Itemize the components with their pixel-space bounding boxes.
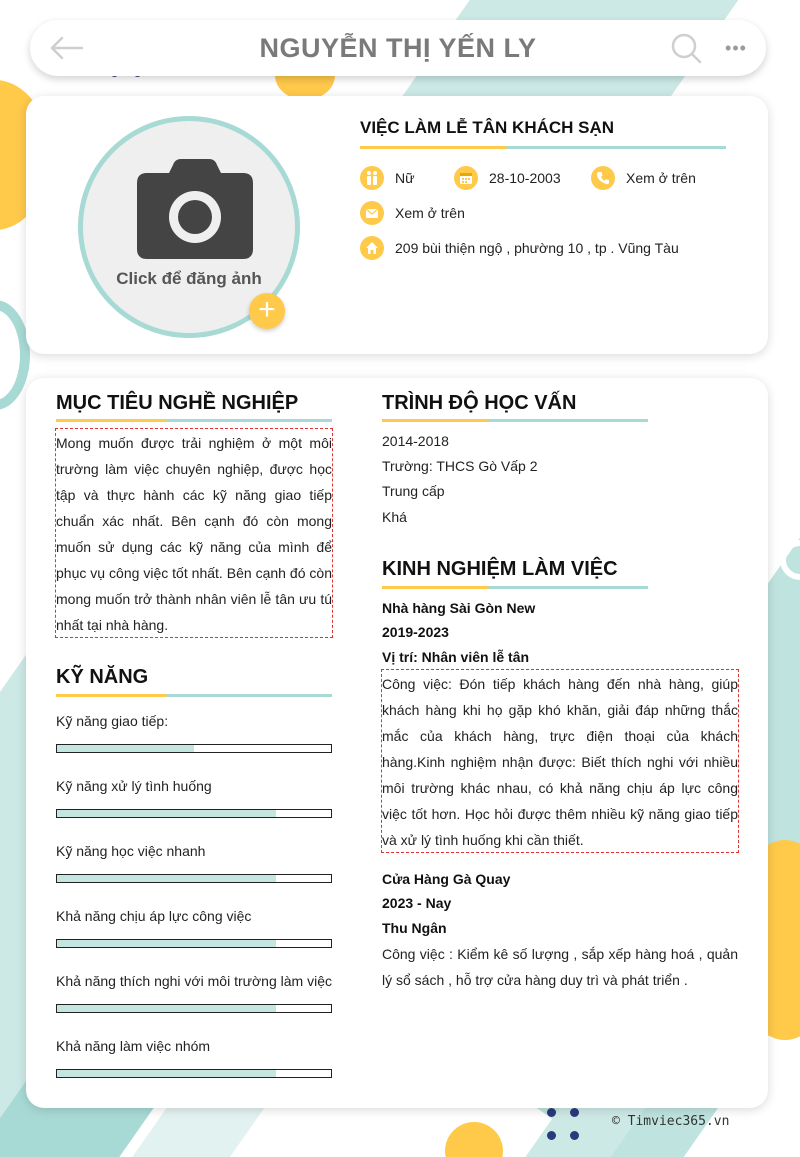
address-field [360, 236, 679, 260]
job-position: Vị trí: Nhân viên lễ tân [382, 649, 530, 665]
skill-level-fill [57, 745, 194, 752]
birthday-value: 28-10-2003 [489, 170, 561, 186]
skill-level-bar [56, 1004, 332, 1013]
top-bar [30, 20, 766, 76]
phone-field [591, 166, 696, 190]
skill-level-bar [56, 744, 332, 753]
job-company: Cửa Hàng Gà Quay [382, 871, 511, 887]
section-underline [382, 419, 648, 422]
job-description: Công việc : Kiểm kê số lượng , sắp xếp hàng hoá , quản lý sổ sách , hỗ trợ cửa hàng duy trì và phát triển . [382, 946, 738, 988]
phone-value: Xem ở trên [626, 170, 696, 186]
job-description[interactable]: Công việc: Đón tiếp khách hàng đến nhà hàng, giúp khách hàng khi họ gặp khó khăn, giải đáp những thắc mắc của khách hàng, trực điện thoại của khách hàng.Kinh nghiệm nhận được: Biết thích nghi với nhiều môi trường khác nhau, có khả năng chịu áp lực công việc tốt hơn. Học hỏi được thêm nhiều kỹ năng giao tiếp và xử lý tình huống khi cần thiết. [381, 669, 739, 853]
objective-text[interactable]: Mong muốn được trải nghiệm ở một môi trường làm việc chuyên nghiệp, được học tập và thực hành các kỹ năng giao tiếp chuẩn xác nhất. Bên cạnh đó còn mong muốn sử dụng các kỹ năng của mình để phục vụ công việc tốt nhất. Bên cạnh đó còn mong muốn trở thành nhân viên lễ tân ưu tú nhất tại nhà hàng. [55, 428, 333, 638]
avatar-caption: Click để đăng ảnh [116, 269, 262, 288]
skills-title: KỸ NĂNG [56, 666, 149, 688]
section-underline [56, 694, 332, 697]
skill-level-bar [56, 874, 332, 883]
title-underline [360, 146, 726, 149]
gender-icon [360, 166, 384, 190]
skill-level-fill [57, 875, 276, 882]
home-icon [360, 236, 384, 260]
skill-level-bar [56, 809, 332, 818]
skill-label: Khả năng chịu áp lực công việc [56, 908, 252, 924]
skill-label: Kỹ năng xử lý tình huống [56, 778, 212, 794]
education-years: 2014-2018 [382, 433, 449, 449]
plus-icon[interactable]: + [249, 293, 285, 329]
bg-circle [445, 1122, 503, 1157]
job-title: VIỆC LÀM LỄ TÂN KHÁCH SẠN [360, 118, 615, 137]
skill-level-fill [57, 1005, 276, 1012]
section-underline [56, 419, 332, 422]
job-company: Nhà hàng Sài Gòn New [382, 600, 536, 616]
skill-label: Khả năng làm việc nhóm [56, 1038, 211, 1054]
address-value: 209 bùi thiện ngộ , phường 10 , tp . Vũng Tàu [395, 240, 679, 256]
gender-value: Nữ [395, 170, 415, 186]
back-arrow-icon[interactable] [48, 34, 84, 62]
skill-level-bar [56, 939, 332, 948]
profile-card [26, 96, 768, 354]
experience-title: KINH NGHIỆM LÀM VIỆC [382, 558, 618, 580]
skill-label: Kỹ năng học việc nhanh [56, 843, 206, 859]
birthday-field [454, 166, 561, 190]
phone-icon [591, 166, 615, 190]
cv-content-card [26, 378, 768, 1108]
job-period: 2023 - Nay [382, 895, 452, 911]
skill-level-fill [57, 810, 276, 817]
camera-icon [135, 157, 255, 261]
objective-title: MỤC TIÊU NGHỀ NGHIỆP [56, 392, 299, 414]
skill-level-fill [57, 1070, 276, 1077]
job-period: 2019-2023 [382, 624, 449, 640]
email-field [360, 201, 465, 225]
education-level: Trung cấp [382, 483, 445, 499]
education-grade: Khá [382, 509, 407, 525]
education-school: Trường: THCS Gò Vấp 2 [382, 458, 538, 474]
skill-label: Kỹ năng giao tiếp: [56, 713, 169, 729]
email-value: Xem ở trên [395, 205, 465, 221]
bg-dots [547, 1108, 579, 1140]
section-underline [382, 586, 648, 589]
more-icon[interactable]: ••• [725, 38, 747, 58]
search-icon[interactable] [670, 32, 702, 64]
page-title: NGUYỄN THỊ YẾN LY [259, 32, 537, 63]
gender-field [360, 166, 414, 190]
skill-label: Khả năng thích nghi với môi trường làm việc [56, 973, 332, 989]
calendar-icon [454, 166, 478, 190]
skill-level-bar [56, 1069, 332, 1078]
copyright-text: © Timviec365.vn [612, 1114, 730, 1129]
skill-level-fill [57, 940, 276, 947]
avatar-upload[interactable] [78, 116, 300, 338]
mail-icon [360, 201, 384, 225]
education-title: TRÌNH ĐỘ HỌC VẤN [382, 392, 577, 414]
job-position: Thu Ngân [382, 920, 447, 936]
